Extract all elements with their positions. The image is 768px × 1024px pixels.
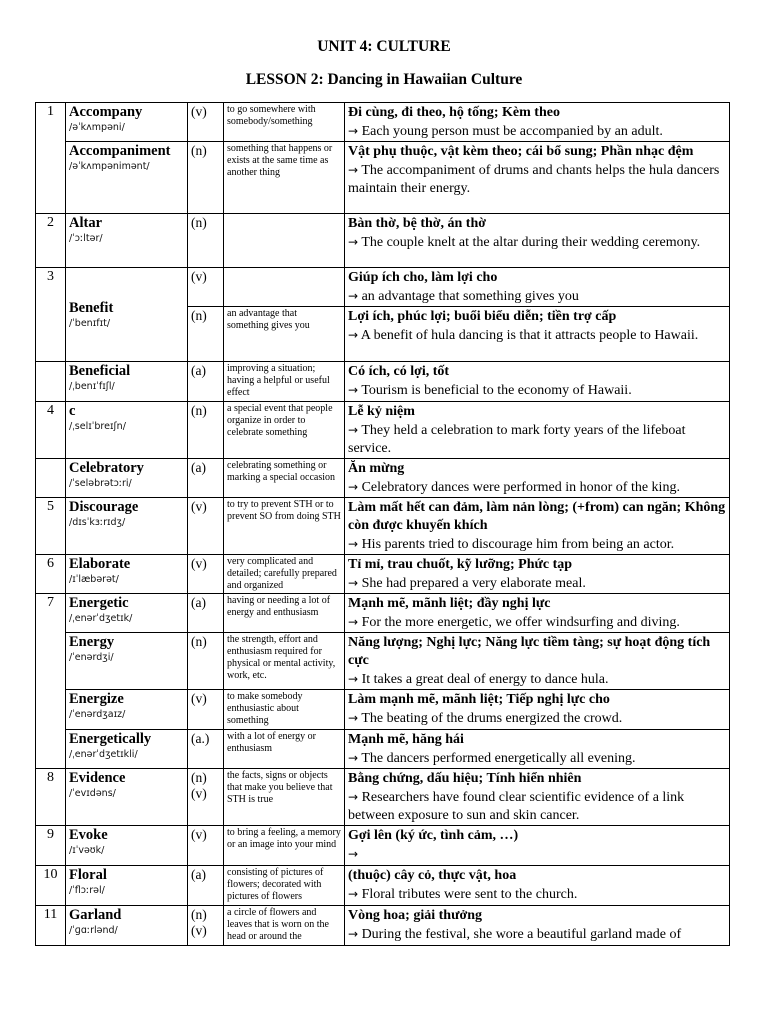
entry-number: 7	[36, 594, 66, 769]
definition: something that happens or exists at the same time as another thing	[224, 142, 345, 214]
arrow-right-icon: →	[348, 847, 359, 861]
vietnamese-meaning: Bàn thờ, bệ thờ, án thờ	[348, 216, 487, 231]
word: Beneficial	[69, 363, 131, 379]
word: Floral	[69, 867, 107, 883]
pronunciation: /ˈevɪdəns/	[69, 788, 116, 799]
definition: celebrating something or marking a special occasion	[224, 459, 345, 498]
vietnamese-meaning: Vòng hoa; giải thưởng	[348, 908, 483, 923]
pronunciation: /ˈbenɪfɪt/	[69, 318, 111, 329]
arrow-right-icon: →	[348, 672, 359, 686]
word-cell	[66, 866, 188, 906]
word-cell	[66, 730, 188, 769]
part-of-speech	[188, 730, 224, 769]
word: Accompaniment	[69, 143, 171, 159]
meaning-cell	[345, 555, 730, 594]
example	[348, 574, 726, 593]
part-of-speech	[188, 555, 224, 594]
word-cell	[66, 690, 188, 730]
pos-label: (n)	[191, 143, 207, 158]
part-of-speech	[188, 826, 224, 866]
definition: to bring a feeling, a memory or an image into your mind	[224, 826, 345, 866]
table-row	[36, 769, 730, 826]
meaning-cell	[345, 268, 730, 307]
example-text: The beating of the drums energized the crowd.	[361, 711, 623, 726]
meaning-cell	[345, 498, 730, 555]
word-cell	[66, 594, 188, 633]
example-text: A benefit of hula dancing is that it attracts people to Hawaii.	[360, 328, 699, 343]
meaning-cell	[345, 362, 730, 402]
example	[348, 613, 726, 632]
part-of-speech	[188, 769, 224, 826]
table-row	[36, 362, 730, 402]
meaning-cell	[345, 769, 730, 826]
vietnamese-meaning: Làm mạnh mẽ, mãnh liệt; Tiếp nghị lực cho	[348, 692, 610, 707]
arrow-right-icon: →	[348, 576, 359, 590]
vietnamese-meaning: Giúp ích cho, làm lợi cho	[348, 270, 498, 285]
vietnamese-meaning: Bằng chứng, dấu hiệu; Tính hiển nhiên	[348, 771, 582, 786]
arrow-right-icon: →	[348, 790, 359, 804]
pos-label: (v)	[191, 104, 207, 119]
arrow-right-icon: →	[348, 615, 359, 629]
pronunciation: /ˌenərˈdʒetɪkli/	[69, 749, 138, 760]
table-row	[36, 268, 730, 307]
entry-number: 6	[36, 555, 66, 594]
word: Accompany	[69, 104, 143, 120]
part-of-speech	[188, 402, 224, 459]
word: Garland	[69, 907, 122, 923]
definition: very complicated and detailed; carefully prepared and organized	[224, 555, 345, 594]
definition: a special event that people organize in order to celebrate something	[224, 402, 345, 459]
definition: improving a situation; having a helpful or useful effect	[224, 362, 345, 402]
word: Celebratory	[69, 460, 144, 476]
word: Energetically	[69, 731, 152, 747]
vietnamese-meaning: Đi cùng, đi theo, hộ tống; Kèm theo	[348, 105, 560, 120]
table-row	[36, 730, 730, 769]
pronunciation: /ˌselɪˈbreɪʃn/	[69, 421, 126, 432]
table-row	[36, 402, 730, 459]
definition: having or needing a lot of energy and enthusiasm	[224, 594, 345, 633]
pronunciation: /ˈenərdʒaɪz/	[69, 709, 126, 720]
vietnamese-meaning: Ăn mừng	[348, 461, 405, 476]
entry-number: 4	[36, 402, 66, 459]
part-of-speech	[188, 498, 224, 555]
definition-text: a circle of flowers and leaves that is worn on the head or around the	[227, 907, 329, 942]
definition: to try to prevent STH or to prevent SO from doing STH	[224, 498, 345, 555]
vietnamese-meaning: Năng lượng; Nghị lực; Năng lực tiềm tàng; sự hoạt động tích cực	[348, 635, 711, 668]
example-text: It takes a great deal of energy to dance hula.	[361, 672, 609, 687]
meaning-cell	[345, 103, 730, 142]
lesson-subtitle: LESSON 2: Dancing in Hawaiian Culture	[245, 71, 523, 88]
word-cell	[66, 555, 188, 594]
vietnamese-meaning: Mạnh mẽ, hăng hái	[348, 732, 464, 747]
definition: an advantage that something gives you	[224, 307, 345, 362]
vietnamese-meaning: Mạnh mẽ, mãnh liệt; đầy nghị lực	[348, 596, 551, 611]
part-of-speech	[188, 307, 224, 362]
example	[348, 326, 726, 345]
word-cell	[66, 362, 188, 402]
definition	[224, 214, 345, 268]
page-title: UNIT 4: CULTURE	[317, 38, 451, 55]
meaning-content	[348, 907, 726, 943]
word-cell	[66, 142, 188, 214]
pronunciation: /ˈɔːltər/	[69, 233, 103, 244]
table-row	[36, 906, 730, 946]
vietnamese-meaning: Làm mất hết can đảm, làm nản lòng; (+from) can ngăn; Không còn được khuyến khích	[348, 500, 726, 533]
definition	[224, 268, 345, 307]
example	[348, 885, 726, 904]
word-cell	[66, 769, 188, 826]
example-text: They held a celebration to mark forty years of the lifeboat service.	[348, 423, 686, 456]
example-text: Researchers have found clear scientific evidence of a link between exposure to sun and skin cancer.	[348, 790, 685, 823]
word: Altar	[69, 215, 103, 231]
example	[348, 535, 726, 554]
table-row	[36, 142, 730, 214]
pos-label: (v)	[191, 827, 207, 842]
pos-label: (n)	[191, 403, 207, 418]
definition: to go somewhere with somebody/something	[224, 103, 345, 142]
entry-number: 11	[36, 906, 66, 946]
example	[348, 670, 726, 689]
meaning-cell	[345, 594, 730, 633]
pronunciation: /dɪsˈkɜːrɪdʒ/	[69, 517, 126, 528]
definition: the facts, signs or objects that make you believe that STH is true	[224, 769, 345, 826]
arrow-right-icon: →	[348, 711, 359, 725]
table-row	[36, 459, 730, 498]
word: Evoke	[69, 827, 108, 843]
word-cell	[66, 402, 188, 459]
pronunciation: /ˈseləbrətɔːri/	[69, 478, 132, 489]
word: Energetic	[69, 595, 129, 611]
pronunciation: /ˌenərˈdʒetɪk/	[69, 613, 133, 624]
entry-number: 10	[36, 866, 66, 906]
word-cell	[66, 214, 188, 268]
word-cell	[66, 268, 188, 362]
example-text: Celebratory dances were performed in honor of the king.	[361, 480, 680, 495]
example-text: For the more energetic, we offer windsurfing and diving.	[361, 615, 680, 630]
arrow-right-icon: →	[348, 163, 359, 177]
word-cell	[66, 826, 188, 866]
arrow-right-icon: →	[348, 927, 359, 941]
word-cell	[66, 498, 188, 555]
arrow-right-icon: →	[348, 537, 359, 551]
example-text: The dancers performed energetically all evening.	[361, 751, 636, 766]
meaning-cell	[345, 142, 730, 214]
word: Evidence	[69, 770, 126, 786]
part-of-speech	[188, 362, 224, 402]
pronunciation: /ˈflɔːrəl/	[69, 885, 105, 896]
pos-label: (n)	[191, 770, 207, 785]
table-row	[36, 633, 730, 690]
word: Energize	[69, 691, 124, 707]
part-of-speech	[188, 142, 224, 214]
pos-label: (n)	[191, 634, 207, 649]
word-cell	[66, 459, 188, 498]
table-row	[36, 866, 730, 906]
meaning-cell	[345, 307, 730, 362]
example-text: The couple knelt at the altar during their wedding ceremony.	[361, 235, 701, 250]
example	[348, 381, 726, 400]
arrow-right-icon: →	[348, 328, 359, 342]
example	[348, 421, 726, 458]
entry-number: 1	[36, 103, 66, 214]
vocabulary-table	[35, 102, 730, 946]
part-of-speech	[188, 268, 224, 307]
arrow-right-icon: →	[348, 423, 359, 437]
vietnamese-meaning: Tỉ mỉ, trau chuốt, kỹ lưỡng; Phức tạp	[348, 557, 573, 572]
vietnamese-meaning: Có ích, có lợi, tốt	[348, 364, 450, 379]
pos-label: (v)	[191, 786, 207, 801]
example-text: The accompaniment of drums and chants helps the hula dancers maintain their energy.	[348, 163, 720, 196]
part-of-speech	[188, 459, 224, 498]
example-text: an advantage that something gives you	[361, 289, 579, 304]
arrow-right-icon: →	[348, 480, 359, 494]
pos-label: (v)	[191, 499, 207, 514]
pos-label: (n)	[191, 308, 207, 323]
part-of-speech	[188, 214, 224, 268]
entry-number: 8	[36, 769, 66, 826]
example	[348, 233, 726, 252]
word: Benefit	[69, 300, 114, 316]
pos-label: (a)	[191, 867, 206, 882]
meaning-cell	[345, 459, 730, 498]
pronunciation: /ɪˈvəʊk/	[69, 845, 105, 856]
example-text: During the festival, she wore a beautiful garland made of	[361, 927, 682, 942]
table-row	[36, 103, 730, 142]
example	[348, 478, 726, 497]
pos-label: (a)	[191, 363, 206, 378]
vietnamese-meaning: Lợi ích, phúc lợi; buổi biểu diễn; tiền trợ cấp	[348, 309, 617, 324]
part-of-speech	[188, 103, 224, 142]
definition: to make somebody enthusiastic about something	[224, 690, 345, 730]
part-of-speech	[188, 906, 224, 946]
table-row	[36, 498, 730, 555]
vietnamese-meaning: Gợi lên (ký ức, tình cảm, …)	[348, 828, 519, 843]
pronunciation: /ˈɡɑːrlənd/	[69, 925, 118, 936]
word-cell	[66, 906, 188, 946]
part-of-speech	[188, 866, 224, 906]
arrow-right-icon: →	[348, 383, 359, 397]
part-of-speech	[188, 633, 224, 690]
pos-label: (n)	[191, 215, 207, 230]
example-text: Each young person must be accompanied by an adult.	[361, 124, 663, 139]
example	[348, 161, 726, 198]
example-text: She had prepared a very elaborate meal.	[361, 576, 586, 591]
example	[348, 122, 726, 141]
word-cell	[66, 103, 188, 142]
meaning-cell	[345, 906, 730, 946]
example-text: Floral tributes were sent to the church.	[361, 887, 578, 902]
pronunciation: /əˈkʌmpənimənt/	[69, 161, 150, 172]
arrow-right-icon: →	[348, 124, 359, 138]
pos-label: (a)	[191, 460, 206, 475]
word: Elaborate	[69, 556, 131, 572]
definition: the strength, effort and enthusiasm required for physical or mental activity, work, etc.	[224, 633, 345, 690]
entry-number: 2	[36, 214, 66, 268]
entry-number: 9	[36, 826, 66, 866]
part-of-speech	[188, 690, 224, 730]
arrow-right-icon: →	[348, 235, 359, 249]
example	[348, 788, 726, 825]
example	[348, 287, 726, 306]
arrow-right-icon: →	[348, 751, 359, 765]
meaning-cell	[345, 690, 730, 730]
vietnamese-meaning: Lễ kỷ niệm	[348, 404, 415, 419]
part-of-speech	[188, 594, 224, 633]
pos-label: (v)	[191, 691, 207, 706]
example	[348, 709, 726, 728]
word: c	[69, 403, 76, 419]
meaning-cell	[345, 214, 730, 268]
word: Discourage	[69, 499, 139, 515]
vietnamese-meaning: (thuộc) cây cỏ, thực vật, hoa	[348, 868, 517, 883]
entry-number: 5	[36, 498, 66, 555]
example	[348, 845, 726, 864]
pos-label: (a.)	[191, 731, 210, 746]
pronunciation: /ˈenərdʒi/	[69, 652, 114, 663]
entry-number	[36, 459, 66, 498]
table-row	[36, 826, 730, 866]
example	[348, 749, 726, 768]
pronunciation: /ɪˈlæbərət/	[69, 574, 119, 585]
vietnamese-meaning: Vật phụ thuộc, vật kèm theo; cái bổ sung; Phần nhạc đệm	[348, 144, 694, 159]
pos-label: (n)	[191, 907, 207, 922]
arrow-right-icon: →	[348, 887, 359, 901]
pos-label: (a)	[191, 595, 206, 610]
meaning-cell	[345, 633, 730, 690]
arrow-right-icon: →	[348, 289, 359, 303]
pronunciation: /əˈkʌmpəni/	[69, 122, 125, 133]
meaning-cell	[345, 866, 730, 906]
entry-number: 3	[36, 268, 66, 362]
definition	[224, 906, 345, 946]
table-row	[36, 555, 730, 594]
example	[348, 925, 726, 943]
table-row	[36, 594, 730, 633]
pos-label: (v)	[191, 923, 207, 938]
table-row	[36, 214, 730, 268]
entry-number	[36, 362, 66, 402]
pos-label: (v)	[191, 556, 207, 571]
example-text: His parents tried to discourage him from being an actor.	[361, 537, 675, 552]
meaning-cell	[345, 826, 730, 866]
meaning-cell	[345, 730, 730, 769]
word: Energy	[69, 634, 115, 650]
example-text: Tourism is beneficial to the economy of Hawaii.	[361, 383, 632, 398]
definition: with a lot of energy or enthusiasm	[224, 730, 345, 769]
pronunciation: /ˌbenɪˈfɪʃl/	[69, 381, 115, 392]
table-row	[36, 690, 730, 730]
word-cell	[66, 633, 188, 690]
meaning-cell	[345, 402, 730, 459]
definition: consisting of pictures of flowers; decorated with pictures of flowers	[224, 866, 345, 906]
pos-label: (v)	[191, 269, 207, 284]
